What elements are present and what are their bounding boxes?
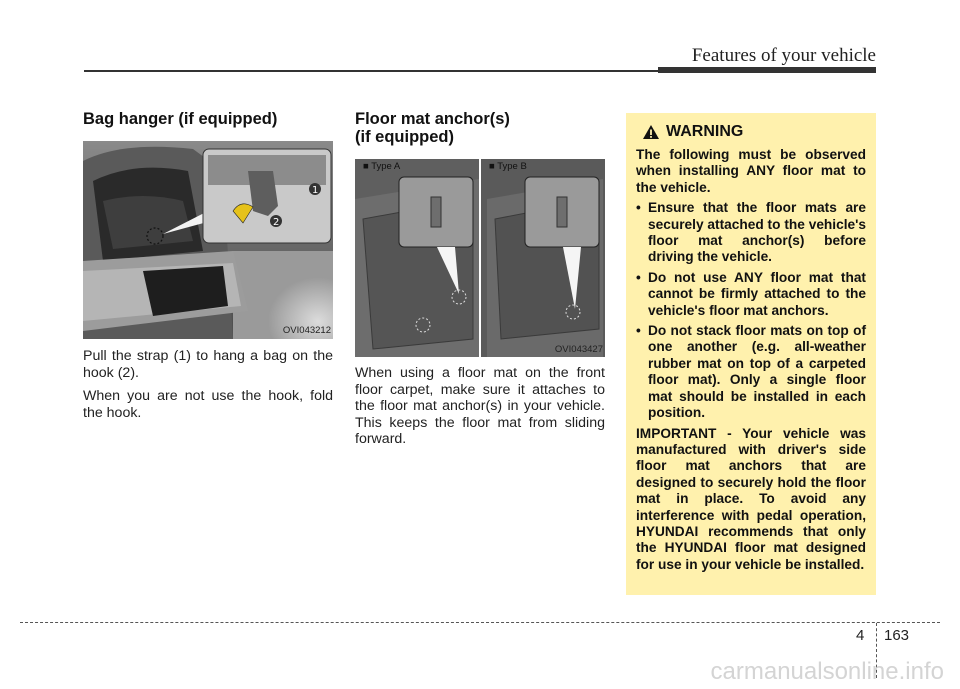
floor-mat-illustration [355, 159, 605, 357]
floor-mat-heading-line1: Floor mat anchor(s) [355, 110, 510, 128]
warning-box [626, 113, 876, 595]
bag-hanger-paragraph-1: Pull the strap (1) to hang a bag on the hook (2). [83, 348, 333, 381]
floor-mat-heading-line2: (if equipped) [355, 128, 454, 146]
footer-rule [20, 622, 940, 623]
section-header-title: Features of your vehicle [691, 45, 876, 66]
warning-bullet: • Do not stack floor mats on top of one another (e.g. all-weather rubber mat on top of a carpeted floor mat). Only a single floor mat should be installed in each position. [636, 323, 866, 421]
image-code: OVI043427 [554, 344, 603, 355]
callout-1: 1 [312, 185, 319, 196]
bag-hanger-illustration [83, 141, 333, 339]
bag-hanger-section [83, 110, 333, 428]
floor-mat-paragraph: When using a floor mat on the front floor carpet, make sure it attaches to the floor mat anchor(s) in your vehicle. This keeps the floor mat from sliding forward. [355, 365, 605, 447]
warning-triangle-icon [642, 124, 660, 140]
chapter-number: 4 [856, 627, 865, 644]
warning-title-row [642, 123, 866, 141]
image-code: OVI043212 [282, 325, 331, 336]
type-b-label: ■ Type B [489, 161, 527, 172]
bag-hanger-paragraph-2: When you are not use the hook, fold the hook. [83, 388, 333, 421]
header-rule-accent [658, 67, 876, 73]
floor-mat-panels [355, 159, 605, 357]
watermark: carmanualsonline.info [710, 658, 944, 685]
page-number: 163 [884, 627, 910, 644]
callout-2: 2 [273, 217, 280, 228]
floor-mat-anchor-section [355, 110, 605, 455]
warning-bullet: • Do not use ANY floor mat that cannot be firmly attached to the vehicle's floor mat anchors. [636, 270, 866, 319]
warning-intro: The following must be observed when installing ANY floor mat to the vehicle. [636, 147, 866, 195]
type-a-label: ■ Type A [363, 161, 401, 172]
bag-hanger-heading: Bag hanger (if equipped) [83, 110, 278, 128]
warning-bullet-list [636, 200, 866, 421]
floor-mat-heading [355, 110, 605, 146]
warning-important: IMPORTANT - Your vehicle was manufactured with driver's side floor mat anchors that are designed to securely hold the floor mat in place. To avoid any interference with pedal operation, HYUNDAI recommends that only the HYUNDAI floor mat designed for use in your vehicle be installed. [636, 425, 866, 572]
warning-title: WARNING [666, 123, 744, 140]
trunk-illustration [83, 141, 333, 339]
warning-body [636, 147, 866, 573]
warning-bullet: • Ensure that the floor mats are securely attached to the vehicle's floor mat anchor(s) before driving the vehicle. [636, 200, 866, 266]
